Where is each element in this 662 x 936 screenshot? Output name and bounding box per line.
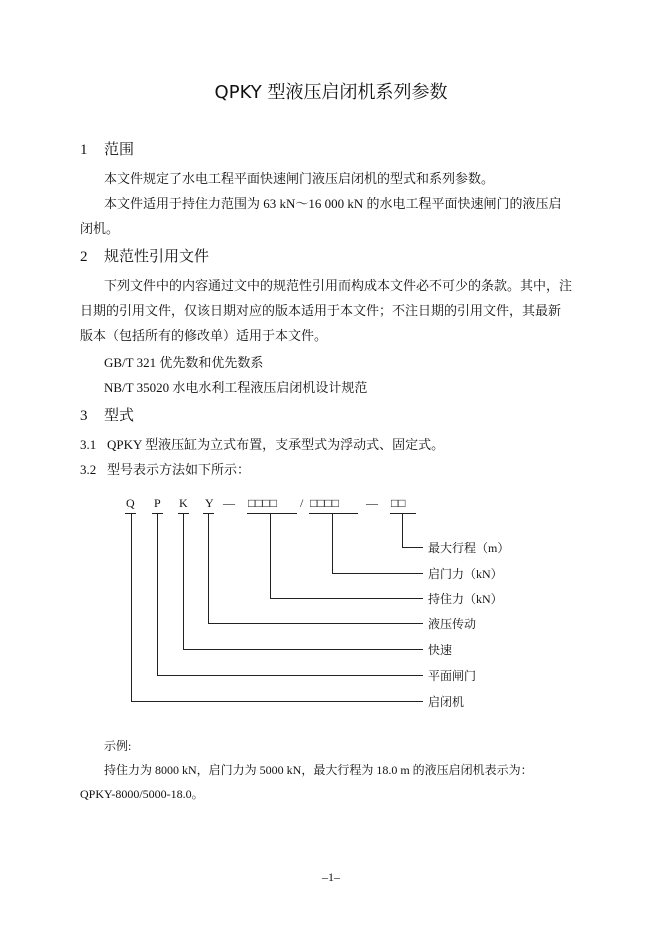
label-fast: 快速 bbox=[428, 643, 453, 657]
page-number: –1– bbox=[322, 870, 340, 884]
code-letter-p: P bbox=[154, 496, 161, 510]
section-3-title: 型式 bbox=[104, 406, 135, 424]
reference-gb-t-321: GB/T 321 优先数和优先数系 bbox=[104, 355, 264, 370]
label-hoist: 启闭机 bbox=[428, 695, 465, 709]
label-hydraulic-drive: 液压传动 bbox=[428, 617, 477, 631]
leader-vertical-q bbox=[131, 513, 132, 701]
code-dash-2: — bbox=[366, 496, 378, 510]
section-1-paragraph-2-line-2: 闭机。 bbox=[80, 221, 120, 236]
section-2-title: 规范性引用文件 bbox=[104, 247, 210, 265]
code-slash: / bbox=[300, 496, 304, 510]
clause-3-2-number: 3.2 bbox=[80, 462, 97, 477]
code-dash-1: — bbox=[223, 496, 235, 510]
section-1-heading bbox=[80, 138, 134, 159]
section-3-heading bbox=[80, 404, 134, 425]
leader-horizontal-y bbox=[208, 623, 423, 624]
leader-horizontal-opening-force bbox=[332, 573, 423, 574]
clause-3-1 bbox=[80, 434, 444, 453]
clause-3-1-text: QPKY 型液压缸为立式布置，支承型式为浮动式、固定式。 bbox=[107, 437, 445, 452]
section-1-title: 范围 bbox=[104, 140, 135, 158]
leader-horizontal-k bbox=[183, 649, 423, 650]
example-line-1: 持住力为 8000 kN，启门力为 5000 kN，最大行程为 18.0 m 的液压启闭机表示为： bbox=[104, 763, 533, 777]
code-boxes-holding-force: □□□□ bbox=[248, 496, 277, 510]
clause-3-2 bbox=[80, 459, 250, 478]
reference-nb-t-35020: NB/T 35020 水电水利工程液压启闭机设计规范 bbox=[104, 380, 368, 395]
page-title: QPKY 型液压启闭机系列参数 bbox=[214, 82, 448, 103]
section-2-number: 2 bbox=[80, 249, 88, 265]
section-3-number: 3 bbox=[80, 408, 88, 424]
underline-holding-force bbox=[247, 513, 297, 514]
code-boxes-max-stroke: □□ bbox=[391, 496, 406, 510]
label-holding-force: 持住力（kN） bbox=[428, 592, 503, 606]
section-1-paragraph-1: 本文件规定了水电工程平面快速闸门液压启闭机的型式和系列参数。 bbox=[104, 171, 495, 186]
section-2-paragraph-line-1: 下列文件中的内容通过文中的规范性引用而构成本文件必不可少的条款。其中，注 bbox=[104, 278, 573, 293]
leader-horizontal-q bbox=[131, 701, 423, 702]
leader-horizontal-p bbox=[157, 675, 423, 676]
label-plane-gate: 平面闸门 bbox=[428, 669, 477, 683]
underline-max-stroke bbox=[390, 513, 416, 514]
leader-horizontal-holding-force bbox=[270, 598, 423, 599]
clause-3-1-number: 3.1 bbox=[80, 437, 97, 452]
underline-opening-force bbox=[309, 513, 358, 514]
leader-vertical-opening-force bbox=[332, 513, 333, 573]
clause-3-2-text: 型号表示方法如下所示： bbox=[107, 462, 251, 477]
leader-vertical-y bbox=[208, 513, 209, 623]
section-1-paragraph-2-line-1: 本文件适用于持住力范围为 63 kN～16 000 kN 的水电工程平面快速闸门的液压启 bbox=[104, 196, 562, 211]
leader-vertical-holding-force bbox=[270, 513, 271, 598]
example-label: 示例: bbox=[104, 739, 132, 753]
leader-vertical-k bbox=[183, 513, 184, 649]
code-letter-k: K bbox=[179, 496, 188, 510]
example-line-2: QPKY-8000/5000-18.0。 bbox=[80, 787, 204, 801]
section-2-heading bbox=[80, 245, 209, 266]
label-max-stroke: 最大行程（m） bbox=[428, 541, 510, 555]
label-opening-force: 启门力（kN） bbox=[428, 567, 503, 581]
code-boxes-opening-force: □□□□ bbox=[310, 496, 339, 510]
leader-horizontal-max-stroke bbox=[402, 547, 423, 548]
code-letter-q: Q bbox=[126, 496, 135, 510]
leader-vertical-max-stroke bbox=[402, 513, 403, 547]
code-letter-y: Y bbox=[205, 496, 214, 510]
leader-vertical-p bbox=[157, 513, 158, 675]
section-2-paragraph-line-2: 日期的引用文件，仅该日期对应的版本适用于本文件；不注日期的引用文件，其最新 bbox=[80, 303, 562, 318]
section-1-number: 1 bbox=[80, 142, 88, 158]
section-2-paragraph-line-3: 版本（包括所有的修改单）适用于本文件。 bbox=[80, 328, 328, 343]
